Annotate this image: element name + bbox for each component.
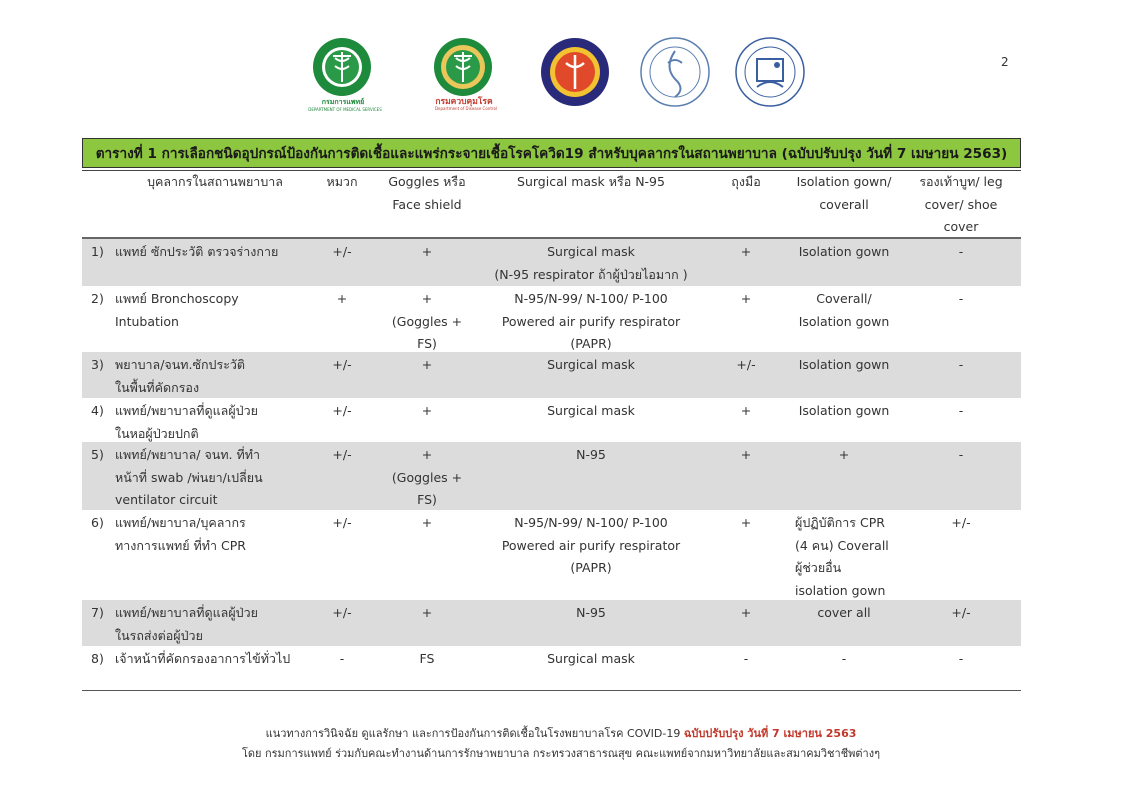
cell-hat: + bbox=[336, 291, 348, 306]
logo-caption-main: กรมการแพทย์ bbox=[321, 98, 365, 106]
dept-disease-control-logo bbox=[430, 36, 500, 116]
cell-goggles: + bbox=[421, 244, 433, 259]
cell-goggles: + (Goggles + FS) bbox=[391, 447, 463, 508]
cell-goggles: + bbox=[421, 403, 433, 418]
cell-gown: Isolation gown bbox=[798, 244, 890, 259]
row-number: 2) bbox=[91, 291, 104, 306]
table-row bbox=[82, 442, 1021, 510]
row-number: 6) bbox=[91, 515, 104, 530]
cell-gloves: + bbox=[740, 291, 752, 306]
cell-boots: - bbox=[958, 651, 964, 666]
logo-strip bbox=[305, 36, 805, 116]
cell-gown: - bbox=[841, 651, 847, 666]
cell-staff: เจ้าหน้าที่คัดกรองอาการไข้ทั่วไป bbox=[115, 651, 291, 666]
header-staff: บุคลากรในสถานพยาบาล bbox=[147, 174, 283, 189]
table-header bbox=[82, 170, 1021, 238]
cell-gloves: +/- bbox=[736, 357, 756, 372]
cell-gown: Coverall/ Isolation gown bbox=[798, 291, 890, 329]
table-bottom-rule bbox=[82, 690, 1021, 691]
header-boots: รองเท้าบูท/ leg cover/ shoe cover bbox=[919, 174, 1003, 235]
thoracic-society-logo bbox=[540, 37, 612, 109]
cell-staff: แพทย์/พยาบาลที่ดูแลผู้ป่วย ในหอผู้ป่วยปกติ bbox=[115, 403, 258, 441]
cell-hat: - bbox=[339, 651, 345, 666]
table-row bbox=[82, 398, 1021, 442]
header-goggles: Goggles หรือ Face shield bbox=[388, 174, 466, 212]
row-number: 7) bbox=[91, 605, 104, 620]
cell-hat: +/- bbox=[332, 244, 352, 259]
cell-hat: +/- bbox=[332, 515, 352, 530]
cell-mask: N-95 bbox=[576, 605, 606, 620]
cell-gown: Isolation gown bbox=[798, 403, 890, 418]
cell-mask: Surgical mask bbox=[547, 651, 635, 666]
footer-line-1 bbox=[0, 724, 1122, 742]
cell-goggles: + bbox=[421, 605, 433, 620]
cell-mask: Surgical mask bbox=[547, 403, 635, 418]
cell-staff: แพทย์ ซักประวัติ ตรวจร่างกาย bbox=[115, 244, 279, 259]
cell-mask: N-95/N-99/ N-100/ P-100 Powered air purify respirator (PAPR) bbox=[501, 291, 681, 352]
cell-staff: แพทย์/พยาบาล/บุคลากร ทางการแพทย์ ที่ทำ CPR bbox=[115, 515, 246, 553]
row-number: 8) bbox=[91, 651, 104, 666]
row-number: 1) bbox=[91, 244, 104, 259]
header-gloves: ถุงมือ bbox=[731, 174, 761, 189]
cell-gown: cover all bbox=[817, 605, 871, 620]
cell-hat: +/- bbox=[332, 447, 352, 462]
cell-gown: ผู้ปฏิบัติการ CPR (4 คน) Coverall ผู้ช่วยอื่น isolation gown bbox=[795, 515, 889, 598]
row-number: 3) bbox=[91, 357, 104, 372]
page-number: 2 bbox=[1001, 55, 1009, 69]
footer-line-2: โดย กรมการแพทย์ ร่วมกับคณะทำงานด้านการรักษาพยาบาล กระทรวงสาธารณสุข คณะแพทย์จากมหาวิทยาลัยและสมาคมวิชาชีพต่างๆ bbox=[241, 747, 881, 760]
cell-mask: Surgical mask (N-95 respirator ถ้าผู้ป่วยไอมาก ) bbox=[494, 244, 688, 282]
footer-revision-date: ฉบับปรับปรุง วันที่ 7 เมษายน 2563 bbox=[683, 727, 857, 740]
cell-goggles: FS bbox=[419, 651, 435, 666]
cell-mask: N-95/N-99/ N-100/ P-100 Powered air purify respirator (PAPR) bbox=[501, 515, 681, 576]
cell-gloves: + bbox=[740, 447, 752, 462]
table-row bbox=[82, 646, 1021, 690]
cell-gloves: + bbox=[740, 605, 752, 620]
cell-boots: - bbox=[958, 291, 964, 306]
table-row bbox=[82, 239, 1021, 286]
cell-gown: + bbox=[838, 447, 850, 462]
row-number: 4) bbox=[91, 403, 104, 418]
cell-boots: - bbox=[958, 357, 964, 372]
cell-hat: +/- bbox=[332, 357, 352, 372]
cell-staff: พยาบาล/จนท.ซักประวัติ ในพื้นที่คัดกรอง bbox=[115, 357, 246, 395]
logo-caption-sub: DEPARTMENT OF MEDICAL SERVICES bbox=[308, 107, 382, 112]
cell-boots: - bbox=[958, 244, 964, 259]
table-row bbox=[82, 600, 1021, 646]
cell-gown: Isolation gown bbox=[798, 357, 890, 372]
infection-control-association-logo bbox=[640, 37, 712, 109]
cell-staff: แพทย์/พยาบาลที่ดูแลผู้ป่วย ในรถส่งต่อผู้ป่วย bbox=[115, 605, 258, 643]
cell-goggles: + bbox=[421, 515, 433, 530]
cell-boots: - bbox=[958, 447, 964, 462]
header-hat: หมวก bbox=[326, 174, 358, 189]
cell-gloves: + bbox=[740, 244, 752, 259]
cell-boots: - bbox=[958, 403, 964, 418]
header-gown: Isolation gown/ coverall bbox=[796, 174, 892, 212]
dept-medical-services-logo bbox=[305, 36, 385, 116]
logo-caption-sub: Department of Disease Control bbox=[434, 106, 498, 111]
cell-mask: Surgical mask bbox=[547, 357, 635, 372]
cell-goggles: + (Goggles + FS) bbox=[391, 291, 463, 352]
cell-staff: แพทย์ Bronchoscopy Intubation bbox=[115, 291, 239, 329]
table-row bbox=[82, 510, 1021, 600]
cell-hat: +/- bbox=[332, 605, 352, 620]
logo-caption-main: กรมควบคุมโรค bbox=[435, 97, 493, 107]
cell-staff: แพทย์/พยาบาล/ จนท. ที่ทำ หน้าที่ swab /พ่นยา/เปลี่ยน ventilator circuit bbox=[115, 447, 263, 508]
footer-guideline-text: แนวทางการวินิจฉัย ดูแลรักษา และการป้องกันการติดเชื้อในโรงพยาบาลโรค COVID-19 bbox=[265, 727, 684, 740]
cell-mask: N-95 bbox=[576, 447, 606, 462]
cell-hat: +/- bbox=[332, 403, 352, 418]
cell-boots: +/- bbox=[951, 605, 971, 620]
table-row bbox=[82, 352, 1021, 398]
cell-goggles: + bbox=[421, 357, 433, 372]
cell-boots: +/- bbox=[951, 515, 971, 530]
nurse-infection-control-logo bbox=[735, 37, 807, 109]
cell-gloves: - bbox=[743, 651, 749, 666]
cell-gloves: + bbox=[740, 515, 752, 530]
row-number: 5) bbox=[91, 447, 104, 462]
table-title: ตารางที่ 1 การเลือกชนิดอุปกรณ์ป้องกันการติดเชื้อและแพร่กระจายเชื้อโรคโควิด19 สำหรับบุคลากรในสถานพยาบาล (ฉบับปรับปรุง วันที่ 7 เมษายน 2563) bbox=[82, 138, 1021, 168]
table-row bbox=[82, 286, 1021, 352]
cell-gloves: + bbox=[740, 403, 752, 418]
header-mask: Surgical mask หรือ N-95 bbox=[517, 174, 665, 189]
